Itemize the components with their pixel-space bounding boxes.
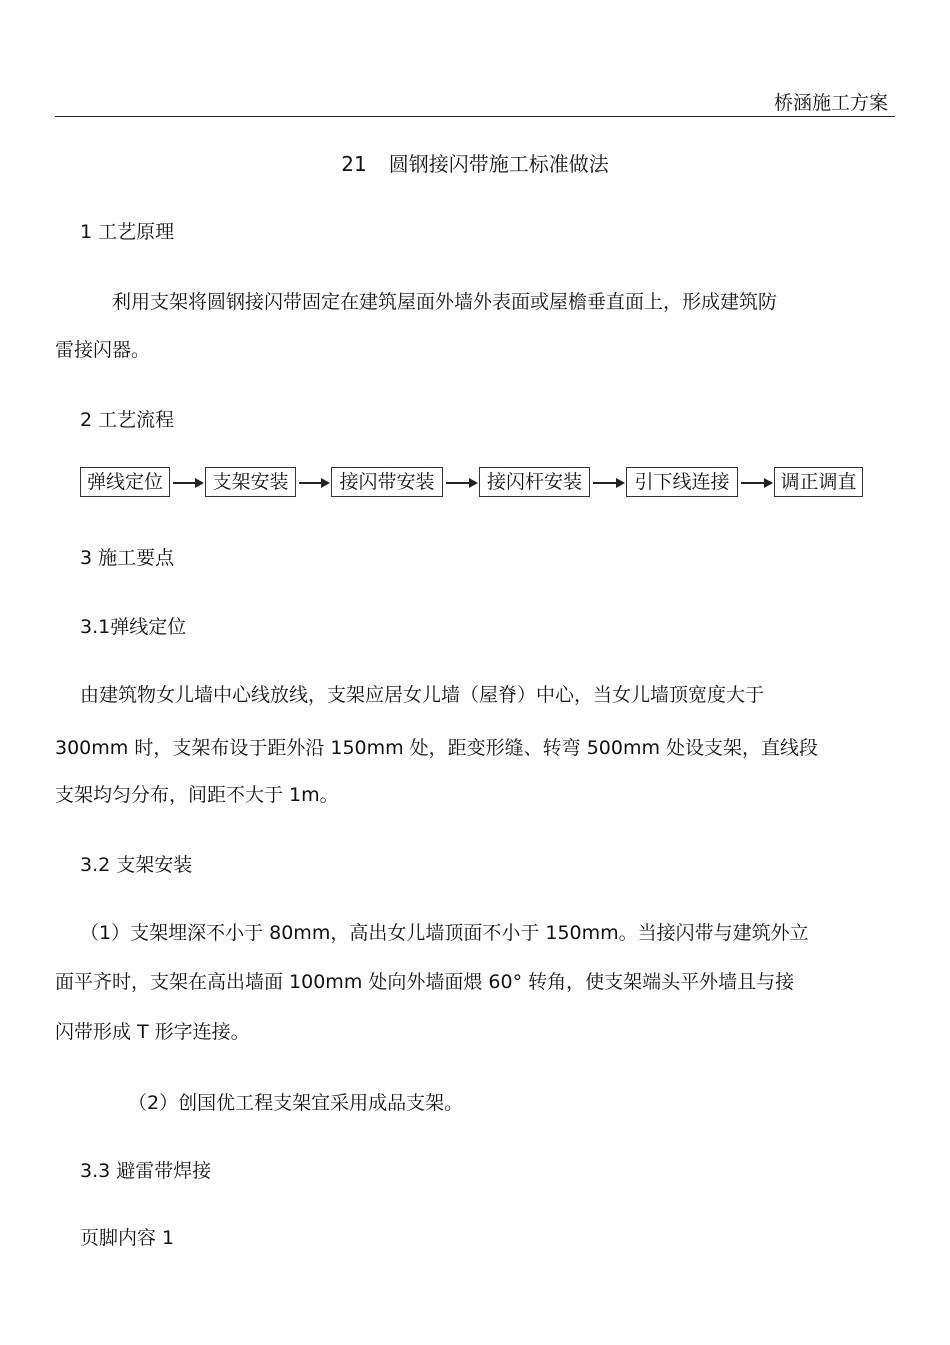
layout-paragraph-line3: 支架均匀分布，间距不大于 1m。	[55, 784, 339, 806]
principle-paragraph-line1: 利用支架将圆钢接闪带固定在建筑屋面外墙外表面或屋檐垂直面上，形成建筑防	[112, 291, 778, 313]
bracket-item1-line2: 面平齐时，支架在高出墙面 100mm 处向外墙面煨 60° 转角，使支架端头平外墙且与接	[55, 971, 795, 993]
flow-step-5: 引下线连接	[626, 467, 738, 497]
section-heading-principle: 1 工艺原理	[80, 221, 175, 243]
bracket-item1-line3: 闪带形成 T 形字连接。	[55, 1021, 250, 1043]
subsection-heading-3-2: 3.2 支架安装	[80, 854, 193, 876]
flow-step-2: 支架安装	[205, 467, 296, 497]
title-number: 21	[341, 152, 367, 176]
flow-arrow-5	[741, 482, 771, 484]
section-heading-flow: 2 工艺流程	[80, 409, 175, 431]
bracket-item1-line1: （1）支架埋深不小于 80mm，高出女儿墙顶面不小于 150mm。当接闪带与建筑外立	[80, 922, 809, 944]
layout-paragraph-line2: 300mm 时，支架布设于距外沿 150mm 处，距变形缝、转弯 500mm 处设支架，直线段	[55, 737, 819, 759]
flow-arrow-4	[593, 482, 623, 484]
flow-arrow-2	[299, 482, 328, 484]
process-flowchart	[80, 467, 870, 499]
flow-step-4: 接闪杆安装	[479, 467, 590, 497]
bracket-item2: （2）创国优工程支架宜采用成品支架。	[128, 1092, 464, 1114]
flow-step-6: 调正调直	[774, 467, 863, 497]
flow-step-1: 弹线定位	[80, 467, 170, 497]
subsection-heading-3-3: 3.3 避雷带焊接	[80, 1160, 212, 1182]
flow-step-3: 接闪带安装	[331, 467, 443, 497]
subsection-heading-3-1: 3.1弹线定位	[80, 616, 187, 638]
flow-arrow-3	[446, 482, 476, 484]
flow-arrow-1	[173, 482, 202, 484]
title-text: 圆钢接闪带施工标准做法	[388, 152, 609, 176]
page-footer: 页脚内容 1	[80, 1227, 175, 1249]
header-divider	[55, 116, 895, 117]
layout-paragraph-line1: 由建筑物女儿墙中心线放线，支架应居女儿墙（屋脊）中心，当女儿墙顶宽度大于	[80, 684, 765, 706]
section-heading-key-points: 3 施工要点	[80, 547, 175, 569]
page-header: 桥涵施工方案	[773, 92, 888, 114]
principle-paragraph-line2: 雷接闪器。	[55, 339, 151, 361]
document-title	[0, 148, 950, 177]
